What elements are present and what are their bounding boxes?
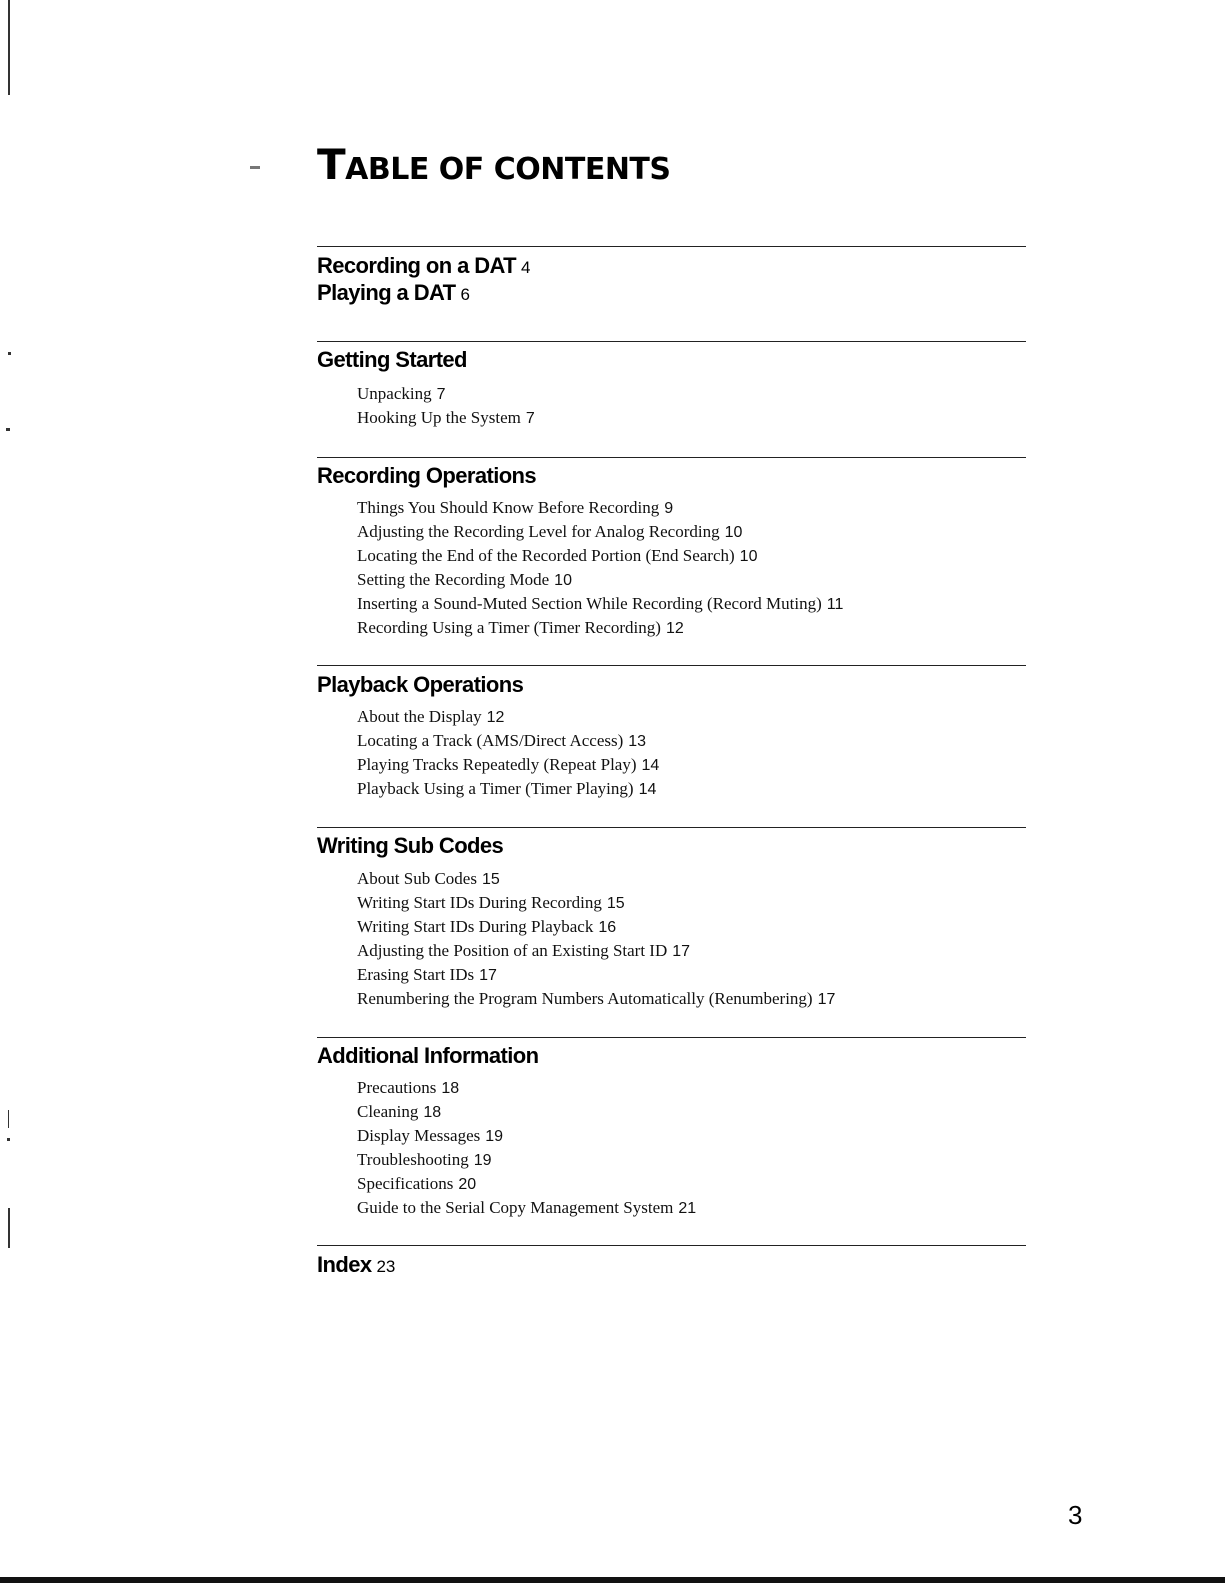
- toc-entry[interactable]: [357, 616, 843, 640]
- entry-label: Writing Start IDs During Playback: [357, 917, 594, 936]
- toc-entry[interactable]: [357, 777, 659, 801]
- entry-label: About the Display: [357, 707, 482, 726]
- entry-label: Adjusting the Position of an Existing Start ID: [357, 941, 668, 960]
- entry-label: Recording Using a Timer (Timer Recording): [357, 618, 661, 637]
- toc-entry[interactable]: [357, 1172, 696, 1196]
- scan-bottom-edge: [0, 1577, 1225, 1583]
- entry-label: Inserting a Sound-Muted Section While Recording (Record Muting): [357, 594, 822, 613]
- entry-label: Unpacking: [357, 384, 432, 403]
- entry-page-number: 20: [458, 1176, 477, 1193]
- toc-entry[interactable]: [357, 1196, 696, 1220]
- entry-page-number: 19: [485, 1128, 504, 1145]
- entry-label: Guide to the Serial Copy Management System: [357, 1198, 674, 1217]
- entry-page-number: 19: [473, 1152, 492, 1169]
- section-divider: [317, 246, 1026, 247]
- entry-page-number: 14: [641, 757, 660, 774]
- entry-page-number: 18: [423, 1104, 442, 1121]
- entry-label: Things You Should Know Before Recording: [357, 498, 660, 517]
- heading-page-number: 4: [521, 258, 531, 277]
- entry-list-recording-operations: [357, 496, 843, 640]
- entry-list-getting-started: [357, 382, 535, 430]
- entry-page-number: 18: [441, 1080, 460, 1097]
- section-divider: [317, 457, 1026, 458]
- section-divider: [317, 827, 1026, 828]
- toc-heading[interactable]: [317, 253, 531, 279]
- scan-speck-mark: [250, 166, 260, 169]
- scan-edge-mark: [8, 1110, 9, 1128]
- section-heading-additional-information[interactable]: [317, 1043, 538, 1069]
- entry-page-number: 17: [479, 967, 497, 984]
- toc-entry[interactable]: [357, 891, 835, 915]
- toc-heading[interactable]: [317, 280, 470, 306]
- toc-entry[interactable]: [357, 520, 843, 544]
- section-heading-writing-sub-codes[interactable]: [317, 833, 503, 859]
- heading-page-number: 23: [376, 1257, 396, 1276]
- section-divider: [317, 1245, 1026, 1246]
- entry-page-number: 10: [724, 524, 743, 541]
- heading-label: Playing a DAT: [317, 280, 456, 305]
- toc-entry[interactable]: [357, 1100, 696, 1124]
- toc-entry[interactable]: [357, 406, 535, 430]
- entry-label: Hooking Up the System: [357, 408, 521, 427]
- entry-page-number: 7: [525, 410, 535, 427]
- toc-entry[interactable]: [357, 1076, 696, 1100]
- entry-page-number: 10: [739, 548, 758, 565]
- toc-entry[interactable]: [357, 544, 843, 568]
- entry-label: Playing Tracks Repeatedly (Repeat Play): [357, 755, 637, 774]
- entry-label: Precautions: [357, 1078, 437, 1097]
- scan-dot-mark: [6, 428, 10, 431]
- heading-label: Additional Information: [317, 1043, 539, 1068]
- section-divider: [317, 341, 1026, 342]
- section-divider: [317, 665, 1026, 666]
- entry-page-number: 15: [606, 895, 625, 912]
- entry-list-writing-sub-codes: [357, 867, 835, 1011]
- toc-entry[interactable]: [357, 963, 835, 987]
- entry-list-playback-operations: [357, 705, 659, 801]
- heading-label: Playback Operations: [317, 672, 524, 697]
- toc-entry[interactable]: [357, 1124, 696, 1148]
- entry-page-number: 17: [672, 943, 691, 960]
- toc-entry[interactable]: [357, 1148, 696, 1172]
- heading-label: Index: [317, 1252, 372, 1277]
- entry-label: Troubleshooting: [357, 1150, 469, 1169]
- entry-page-number: 16: [598, 919, 617, 936]
- entry-page-number: 12: [665, 620, 684, 637]
- page-number: 3: [1068, 1500, 1083, 1530]
- section-heading-getting-started[interactable]: [317, 347, 467, 373]
- heading-label: Getting Started: [317, 347, 467, 372]
- toc-entry[interactable]: [357, 939, 835, 963]
- section-heading-recording-operations[interactable]: [317, 463, 536, 489]
- entry-page-number: 17: [817, 991, 836, 1008]
- toc-entry[interactable]: [357, 568, 843, 592]
- entry-page-number: 11: [826, 596, 844, 613]
- entry-page-number: 12: [486, 709, 505, 726]
- entry-label: About Sub Codes: [357, 869, 477, 888]
- entry-label: Erasing Start IDs: [357, 965, 475, 984]
- scan-edge-mark: [8, 0, 10, 95]
- toc-entry[interactable]: [357, 592, 843, 616]
- section-divider: [317, 1037, 1026, 1038]
- toc-entry[interactable]: [357, 987, 835, 1011]
- entry-page-number: 10: [554, 572, 572, 589]
- entry-label: Locating the End of the Recorded Portion (End Search): [357, 546, 735, 565]
- entry-page-number: 14: [638, 781, 657, 798]
- heading-label: Writing Sub Codes: [317, 833, 504, 858]
- toc-entry[interactable]: [357, 705, 659, 729]
- entry-label: Playback Using a Timer (Timer Playing): [357, 779, 634, 798]
- entry-list-additional-information: [357, 1076, 696, 1220]
- entry-page-number: 21: [678, 1200, 697, 1217]
- heading-page-number: 6: [460, 285, 470, 304]
- heading-label: Recording Operations: [317, 463, 537, 488]
- entry-page-number: 15: [481, 871, 500, 888]
- entry-label: Specifications: [357, 1174, 454, 1193]
- scan-dot-mark: [7, 1138, 10, 1141]
- entry-label: Renumbering the Program Numbers Automatically (Renumbering): [357, 989, 813, 1008]
- entry-label: Setting the Recording Mode: [357, 570, 550, 589]
- entry-page-number: 13: [628, 733, 647, 750]
- toc-entry[interactable]: [357, 729, 659, 753]
- toc-entry[interactable]: [357, 753, 659, 777]
- toc-entry[interactable]: [357, 867, 835, 891]
- toc-entry[interactable]: [357, 382, 535, 406]
- entry-page-number: 7: [436, 386, 446, 403]
- section-heading-playback-operations[interactable]: [317, 672, 523, 698]
- entry-label: Display Messages: [357, 1126, 481, 1145]
- page-title: [317, 140, 671, 189]
- section-heading-index[interactable]: [317, 1252, 395, 1278]
- scan-edge-mark: [8, 1208, 10, 1248]
- scan-dot-mark: [8, 352, 11, 355]
- entry-page-number: 9: [664, 500, 674, 517]
- entry-label: Locating a Track (AMS/Direct Access): [357, 731, 624, 750]
- toc-entry[interactable]: [357, 915, 835, 939]
- entry-label: Adjusting the Recording Level for Analog Recording: [357, 522, 720, 541]
- heading-label: Recording on a DAT: [317, 253, 517, 278]
- entry-label: Cleaning: [357, 1102, 419, 1121]
- title-initial: T: [317, 140, 346, 189]
- title-rest: ABLE OF CONTENTS: [345, 152, 671, 187]
- toc-entry[interactable]: [357, 496, 843, 520]
- entry-label: Writing Start IDs During Recording: [357, 893, 602, 912]
